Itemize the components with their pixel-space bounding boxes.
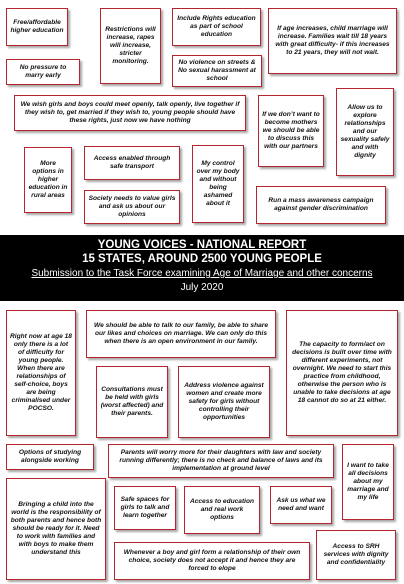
note-no-violence-streets: No violence on streets & No sexual harassment at school <box>172 55 262 87</box>
note-education-work: Access to education and real work options <box>184 486 260 534</box>
note-affordable-education: Free/affordable higher education <box>6 8 68 46</box>
note-value-girls: Society needs to value girls and ask us about our opinions <box>84 190 180 224</box>
note-ask-us: Ask us what we need and want <box>270 486 332 524</box>
note-consultations: Consultations must be held with girls (worst affected) and their parents. <box>96 366 168 438</box>
report-header-band <box>0 235 404 301</box>
note-child-responsibility: Bringing a child into the world is the responsibility of both parents and hence both should be ready for it. Need to work with families and with boys to make them understand this <box>6 478 106 580</box>
note-parents-worry: Parents will worry more for their daughters with law and society running differently; there is no check and balance of laws and its implementation at ground level <box>108 444 334 478</box>
note-body-control: My control over my body and without being ashamed about it <box>192 145 244 223</box>
note-age-increase-child-marriage: If age increases, child marriage will increase. Families wait till 18 years with great difficulty- if this increases to 21 years, they will not wait. <box>268 8 397 74</box>
note-capacity-decisions: The capacity to form/act on decisions is built over time with different experiments, not overnight. We need to start this practice from childhood, otherwise the person who is unable to take decisions at age 18 cannot do so at 21 either. <box>286 310 398 436</box>
note-no-pressure-marry: No pressure to marry early <box>6 59 80 85</box>
note-rural-education: More options in higher education in rural areas <box>24 147 72 213</box>
report-date: July 2020 <box>180 282 224 293</box>
report-title: YOUNG VOICES - NATIONAL REPORT <box>97 239 307 251</box>
note-take-decisions: I want to take all decisions about my marriage and my life <box>342 444 394 520</box>
note-explore-relationships: Allow us to explore relationships and our sexuality safely and with dignity <box>336 88 394 176</box>
note-safe-transport: Access enabled through safe transport <box>84 146 180 180</box>
note-become-mothers: If we don’t want to become mothers we should be able to discuss this with our partners <box>258 95 324 167</box>
note-study-and-work: Options of studying alongside working <box>6 444 94 470</box>
note-restrictions-increase: Restrictions will increase, rapes will increase, stricter monitoring. <box>100 8 161 84</box>
note-safe-spaces: Safe spaces for girls to talk and learn together <box>114 486 176 530</box>
report-submission: Submission to the Task Force examining Age of Marriage and other concerns <box>31 268 373 279</box>
note-talk-to-family: We should be able to talk to our family, be able to share our likes and choices on marriage. We can only do this when there is an open environment in our family. <box>86 310 276 358</box>
report-subtitle: 15 STATES, AROUND 2500 YOUNG PEOPLE <box>82 253 322 265</box>
note-pocso: Right now at age 18 only there is a lot of difficulty for young people. When there are relationships of self-choice, boys are being criminalised under POCSO. <box>6 310 76 436</box>
note-address-violence: Address violence against women and create more safety for girls without controlling their opportunities <box>178 366 270 438</box>
note-srh-services: Access to SRH services with dignity and confidentiality <box>316 530 396 580</box>
note-meet-openly: We wish girls and boys could meet openly, talk openly, live together if they wish to, get married if they wish to, young people should have these rights, just now we have nothing <box>14 95 246 131</box>
note-awareness-campaign: Run a mass awareness campaign against gender discrimination <box>256 186 386 224</box>
note-rights-education: Include Rights education as part of school education <box>172 8 261 46</box>
note-forced-elope: Whenever a boy and girl form a relationship of their own choice, society does not accept it and hence they are forced to elope <box>114 542 310 580</box>
